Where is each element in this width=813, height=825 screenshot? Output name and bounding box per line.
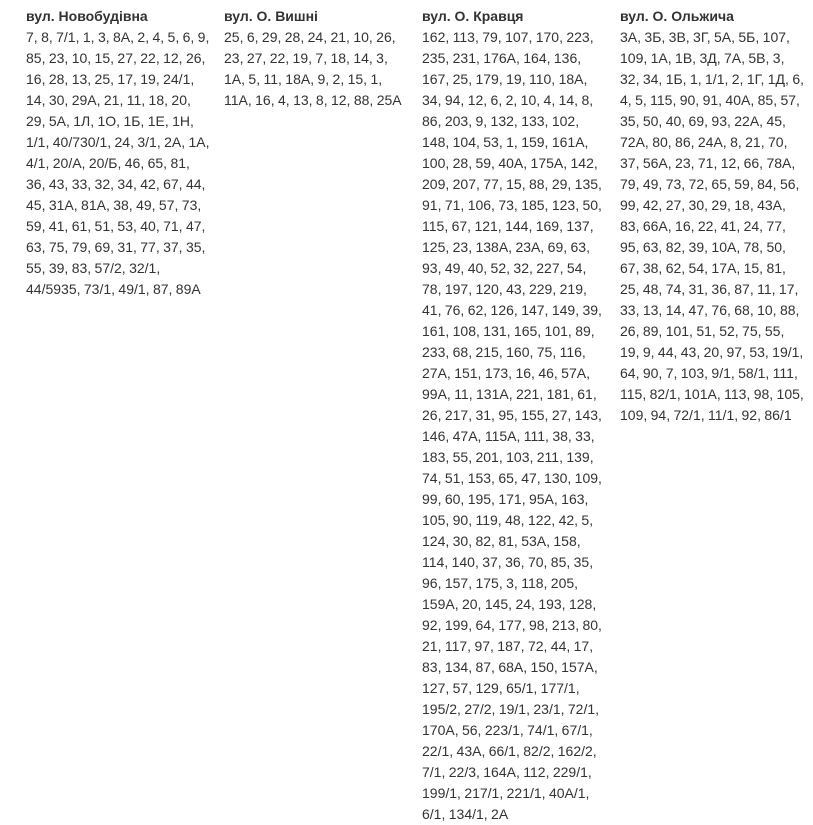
house-number-list: 3А, 3Б, 3В, 3Г, 5А, 5Б, 107, 109, 1А, 1В, 3Д, 7А, 5В, 3, 32, 34, 1Б, 1, 1/1, 2, 1Г, 1Д, 6, 4, 5, 115, 90, 91, 40А, 85, 57, 35, 50, 40, 69, 93, 22А, 45, 72А, 80, 86, 24А, 8, 21, 70, 37, 56А, 23, 71, 12, 66, 78А, 79, 49, 73, 72, 65, 59, 84, 56, 99, 42, 27, 30, 29, 18, 43А, 83, 66А, 16, 22, 41, 24, 77, 95, 63, 82, 39, 10А, 78, 50, 67, 38, 62, 54, 17А, 15, 81, 25, 48, 74, 31, 36, 87, 11, 17, 33, 13, 14, 47, 76, 68, 10, 88, 26, 89, 101, 51, 52, 75, 55, 19, 9, 44, 43, 20, 97, 53, 19/1, 64, 90, 7, 103, 9/1, 58/1, 111, 115, 82/1, 101А, 113, 98, 105, 109, 94, 72/1, 11/1, 92, 86/1 xyxy=(620,29,804,423)
house-number-list: 25, 6, 29, 28, 24, 21, 10, 26, 23, 27, 22, 19, 7, 18, 14, 3, 1А, 5, 11, 18А, 9, 2, 15, 1, 11А, 16, 4, 13, 8, 12, 88, 25А xyxy=(224,29,402,108)
street-name: вул. О. Ольжича xyxy=(620,8,734,24)
street-column-o-vyshni xyxy=(224,6,410,111)
house-number-list: 7, 8, 7/1, 1, 3, 8А, 2, 4, 5, 6, 9, 85, 23, 10, 15, 27, 22, 12, 26, 16, 28, 13, 25, 17, 19, 24/1, 14, 30, 29А, 21, 11, 18, 20, 29, 5А, 1Л, 1О, 1Б, 1Е, 1Н, 1/1, 40/730/1, 24, 3/1, 2А, 1А, 4/1, 20/А, 20/Б, 46, 65, 81, 36, 43, 33, 32, 34, 42, 67, 44, 45, 31А, 81А, 38, 49, 57, 73, 59, 41, 61, 51, 53, 40, 71, 47, 63, 75, 79, 69, 31, 77, 37, 35, 55, 39, 83, 57/2, 32/1, 44/5935, 73/1, 49/1, 87, 89А xyxy=(26,29,210,297)
street-name: вул. О. Кравця xyxy=(422,8,524,24)
street-column-o-olzhycha xyxy=(620,6,806,426)
street-column-o-kravtsia xyxy=(422,6,608,825)
street-name: вул. О. Вишні xyxy=(224,8,318,24)
street-column-novobudivna xyxy=(26,6,212,300)
street-name: вул. Новобудівна xyxy=(26,8,148,24)
house-number-list: 162, 113, 79, 107, 170, 223, 235, 231, 176А, 164, 136, 167, 25, 179, 19, 110, 18А, 34, 94, 12, 6, 2, 10, 4, 14, 8, 86, 203, 9, 132, 133, 102, 148, 104, 53, 1, 159, 161А, 100, 28, 59, 40А, 175А, 142, 209, 207, 77, 15, 88, 29, 135, 91, 71, 106, 73, 185, 123, 50, 115, 67, 121, 144, 169, 137, 125, 23, 138А, 23А, 69, 63, 93, 49, 40, 52, 32, 227, 54, 78, 197, 120, 43, 229, 219, 41, 76, 62, 126, 147, 149, 39, 161, 108, 131, 165, 101, 89, 233, 68, 215, 160, 75, 116, 27А, 151, 173, 16, 46, 57А, 99А, 11, 131А, 221, 181, 61, 26, 217, 31, 95, 155, 27, 143, 146, 47А, 115А, 111, 38, 33, 183, 55, 201, 103, 211, 139, 74, 51, 153, 65, 47, 130, 109, 99, 60, 195, 171, 95А, 163, 105, 90, 119, 48, 122, 42, 5, 124, 30, 82, 81, 53А, 158, 114, 140, 37, 36, 70, 85, 35, 96, 157, 175, 3, 118, 205, 159А, 20, 145, 24, 193, 128, 92, 199, 64, 177, 98, 213, 80, 21, 117, 97, 187, 72, 44, 17, 83, 134, 87, 68А, 150, 157А, 127, 57, 129, 65/1, 177/1, 195/2, 27/2, 19/1, 23/1, 72/1, 170А, 56, 223/1, 74/1, 67/1, 22/1, 43А, 66/1, 82/2, 162/2, 7/1, 22/3, 164А, 112, 229/1, 199/1, 217/1, 221/1, 40А/1, 6/1, 134/1, 2А xyxy=(422,29,602,822)
